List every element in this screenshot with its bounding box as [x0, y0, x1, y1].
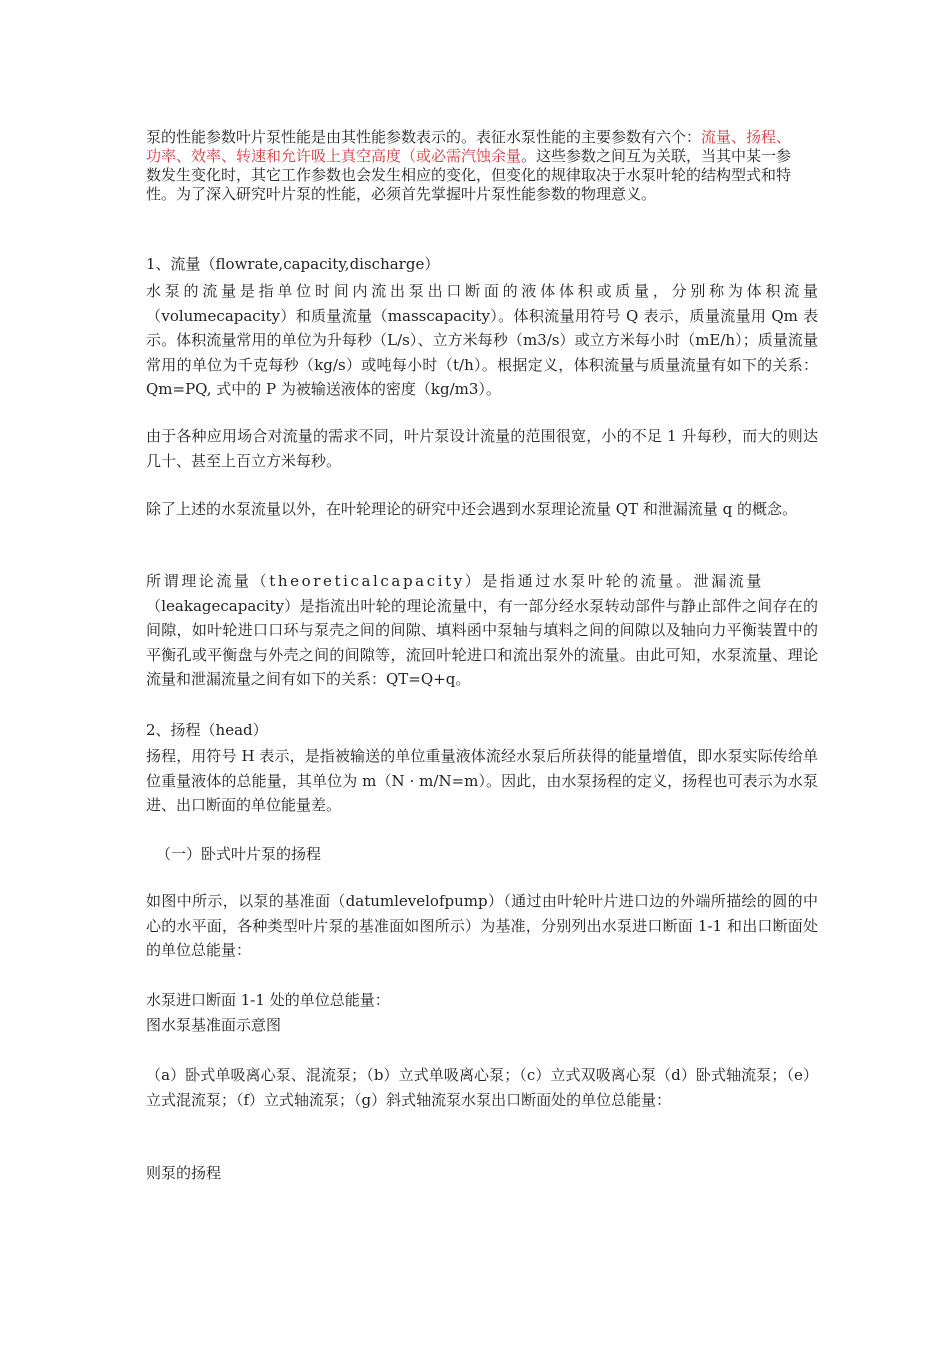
- intro-paragraph: [146, 128, 806, 204]
- section1-paragraph-4: [146, 569, 818, 692]
- section1-paragraph-2: 由于各种应用场合对流量的需求不同，叶片泵设计流量的范围很宽，小的不足 1 升每秒，而大的则达几十、甚至上百立方米每秒。: [146, 427, 818, 470]
- section2-paragraph-4: （a）卧式单吸离心泵、混流泵；（b）立式单吸离心泵；（c）立式双吸离心泵（d）卧式轴流泵；（e）立式混流泵；（f）立式轴流泵；（g）斜式轴流泵水泵出口断面处的单位总能量：: [146, 1066, 818, 1109]
- intro-text-before: 泵的性能参数叶片泵性能是由其性能参数表示的。表征水泵性能的主要参数有六个：: [146, 128, 702, 146]
- section2-paragraph-2: 如图中所示，以泵的基准面（datumlevelofpump）（通过由叶轮叶片进口边的外端所描绘的圆的中心的水平面，各种类型叶片泵的基准面如图所示）为基准，分别列出水泵进口断面 1-1 和出口断面处的单位总能量：: [146, 892, 818, 959]
- section2-paragraph-3: [146, 988, 818, 1037]
- section1-paragraph-1: 水泵的流量是指单位时间内流出泵出口断面的液体体积或质量，分别称为体积流量（volumecapacity）和质量流量（masscapacity）。体积流量用符号 Q 表示，质量流量用 Qm 表示。体积流量常用的单位为升每秒（L/s）、立方米每秒（m3/s）或立方米每小时（mE/h）；质量流量常用的单位为千克每秒（kg/s）或吨每小时（t/h）。根据定义，体积流量与质量流量有如下的关系：Qm=PQ, 式中的 P 为被输送液体的密度（kg/m3）。: [146, 282, 818, 398]
- intro-highlight-text: 流量、扬程、功率、效率、转速和允许吸上真空高度（或必需汽蚀余量: [146, 128, 792, 165]
- section2-paragraph-3-line1: 水泵进口断面 1-1 处的单位总能量：: [146, 991, 390, 1009]
- section2-paragraph-5: 则泵的扬程: [146, 1164, 222, 1182]
- section2-heading: 2、扬程（head）: [146, 721, 268, 739]
- section1-heading: 1、流量（flowrate,capacity,discharge）: [146, 255, 440, 273]
- section2-paragraph-1: 扬程，用符号 H 表示，是指被输送的单位重量液体流经水泵后所获得的能量增值，即水泵实际传给单位重量液体的总能量，其单位为 m（N · m/N=m）。因此，由水泵扬程的定义，扬程也可表示为水泵进、出口断面的单位能量差。: [146, 747, 818, 814]
- intro-text-after: 。这些参数之间互为关联，当其中某一参数发生变化时，其它工作参数也会发生相应的变化，但变化的规律取决于水泵叶轮的结构型式和特性。为了深入研究叶片泵的性能，必须首先掌握叶片泵性能参数的物理意义。: [146, 147, 792, 203]
- section1-paragraph-4-line1: 所谓理论流量（theoreticalcapacity）是指通过水泵叶轮的流量。泄漏流量: [146, 572, 765, 590]
- section1-paragraph-4-rest: （leakagecapacity）是指流出叶轮的理论流量中，有一部分经水泵转动部件与静止部件之间存在的间隙，如叶轮进口口环与泵壳之间的间隙、填料函中泵轴与填料之间的间隙以及轴向力平衡装置中的平衡孔或平衡盘与外壳之间的间隙等，流回叶轮进口和流出泵外的流量。由此可知，水泵流量、理论流量和泄漏流量之间有如下的关系：QT=Q+q。: [146, 596, 818, 688]
- section2-subheading: （一）卧式叶片泵的扬程: [156, 845, 322, 863]
- figure-caption: 图水泵基准面示意图: [146, 1015, 282, 1034]
- section1-paragraph-3: 除了上述的水泵流量以外，在叶轮理论的研究中还会遇到水泵理论流量 QT 和泄漏流量 q 的概念。: [146, 500, 797, 518]
